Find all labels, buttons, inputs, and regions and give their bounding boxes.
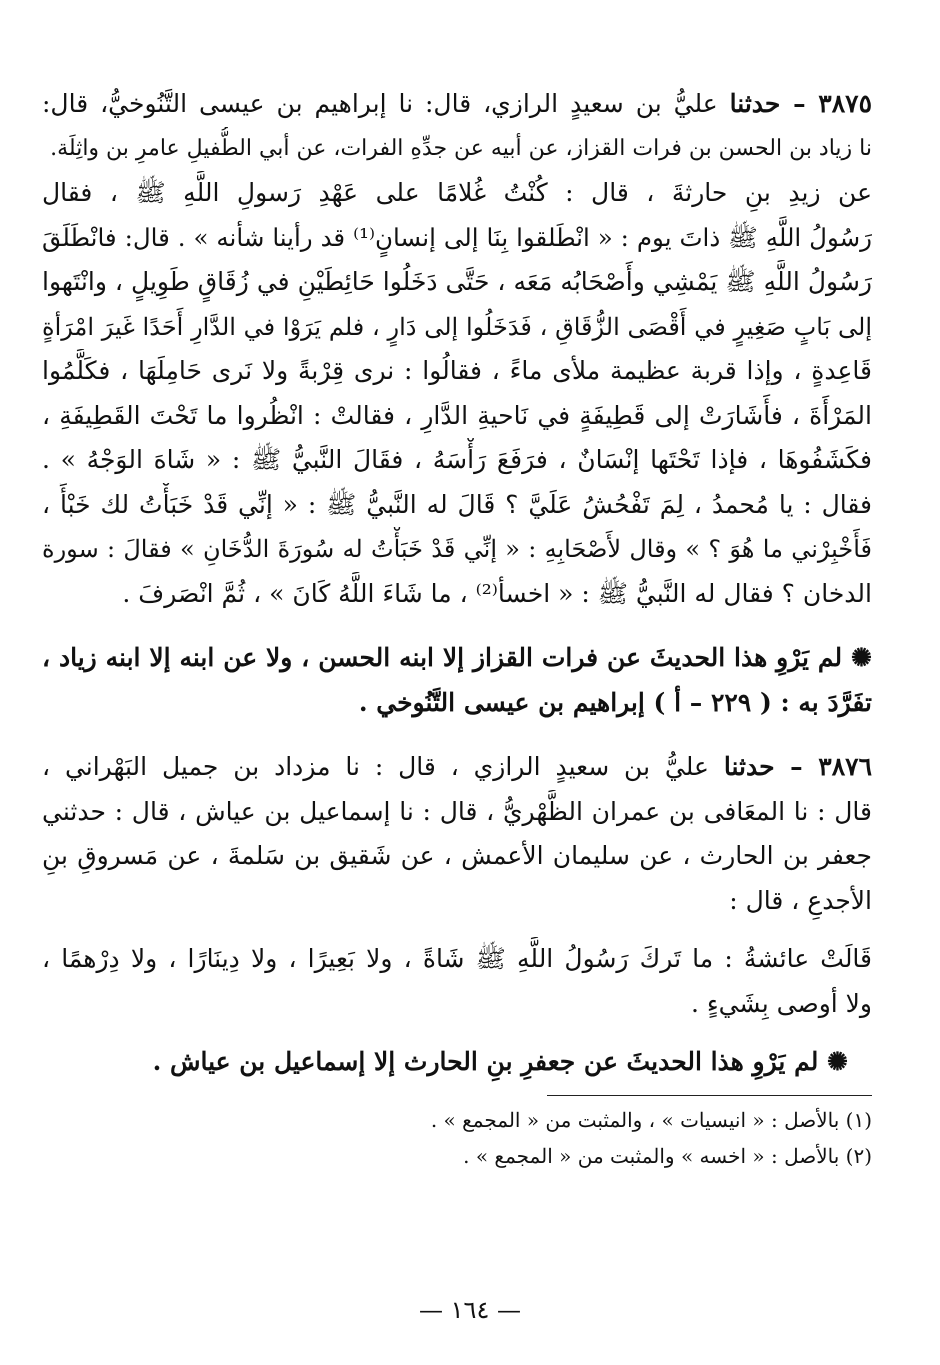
- hadith-3876-line-6: ولا أوصى بِشَيءٍ .: [690, 988, 872, 1018]
- footnote-2: (٢) بالأصل : « اخسه » والمثبت من « المجمع » .: [463, 1143, 872, 1168]
- page-number: — ١٦٤ —: [419, 1296, 521, 1324]
- hadith-3875-line-11: فَأَخْبِرْني ما هُوَ ؟ » وقال لأَصْحَابِهِ : « إنِّي قَدْ خَبَأْتُ له سُورَةَ الدُّخَانِ » فقالَ : سورة: [42, 535, 872, 563]
- note-line: ✺ لم يَرْوِ هذا الحديثَ عن جعفرِ بنِ الحارث إلا إسماعيل بن عياش .: [152, 1047, 848, 1076]
- hadith-3875-line-8: المَرْأَةَ ، فأَشَارَتْ إلى قَطِيفَةٍ في نَاحيةِ الدَّارِ ، فقالتْ : انْظُروا ما تَحْتَ القَطِيفَةِ ،: [42, 400, 872, 430]
- hadith-3875-line-3: عن زيدِ بنِ حارثةَ ، قال : كُنْتُ غُلامًا على عَهْدِ رَسولِ اللَّهِ ﷺ ، فقال: [42, 178, 872, 207]
- hadith-3875-line-7: قَاعِدةٍ ، وإذا قربة عظيمة ملأى ماءً ، فقالُوا : نرى قِرْبةً ولا نَرى حَامِلَهَا ، فكَلَّمُوا: [42, 356, 872, 385]
- hadith-3876-line-3: جعفر بن الحارث ، عن سليمان الأعمش ، عن شَقيق بن سَلمةَ ، عن مَسروقِ بنِ: [42, 841, 872, 870]
- footnotes: [42, 1102, 872, 1174]
- hadith-lead: – حدثنا: [729, 89, 819, 118]
- hadith-3876-line-2: قال : نا المعَافى بن عمران الظَّهْريُّ ، قال : نا إسماعيل بن عياش ، قال : حدثني: [42, 796, 872, 826]
- hadith-3875-line-9: فكَشَفُوهَا ، فإذا تَحْتَها إنْسَانٌ ، فرَفَعَ رَأْسَهُ ، فقَالَ النَّبيُّ ﷺ : « شَاهَ الوَجْهُ » .: [42, 445, 872, 474]
- hadith-3875-line-1: [42, 82, 872, 127]
- hadith-isnad: عليُّ بن سعيدٍ الرازي ، قال : نا مزداد بن جميل البَهْراني ،: [42, 752, 724, 781]
- hadith-3875-note: [42, 636, 872, 725]
- hadith-3876: [42, 745, 872, 1026]
- hadith-3875-line-12: الدخان ؟ فقال له النَّبيُّ ﷺ : « اخسأ⁽²⁾ ، ما شَاءَ اللَّهُ كَانَ » ، ثُمَّ انْصَرفَ .: [122, 578, 872, 608]
- hadith-isnad: عليُّ بن سعيدٍ الرازي، قال: نا إبراهيم بن عيسى التَّنُوخيُّ، قال:: [42, 89, 730, 118]
- hadith-number: ٣٨٧٥: [818, 89, 872, 118]
- hadith-3875-line-5: رَسُولُ اللَّهِ ﷺ يَمْشِي وأَصْحَابُه مَعَه ، حَتَّى دَخَلُوا حَائِطَيْنِ في زُقَاقٍ طَوِيلٍ ، وانْتَهوا: [42, 267, 872, 296]
- note-line-2: تفَرَّدَ به : ( ٢٢٩ – أ ) إبراهيم بن عيسى التَّنُوخي .: [358, 687, 872, 717]
- hadith-3875: [42, 82, 872, 616]
- footnote-divider: [547, 1095, 872, 1096]
- hadith-3876-note: [42, 1040, 872, 1085]
- hadith-3875-line-10: فقال : يا مُحمدُ ، لِمَ تَفْحُشُ عَلَيَّ ؟ قَالَ له النَّبيُّ ﷺ : « إنِّي قَدْ خَبَأْتُ لك خَبْأً ،: [42, 489, 872, 519]
- hadith-lead: – حدثنا: [723, 752, 819, 781]
- hadith-3876-line-1: [42, 745, 872, 790]
- footnote-1: (١) بالأصل : « انيسيات » ، والمثبت من « المجمع » .: [430, 1107, 872, 1132]
- hadith-3875-line-2: نا زياد بن الحسن بن فرات القزاز، عن أبيه عن جدِّهِ الفرات، عن أبي الطُّفيلِ عامرِ بن واثِلَة.: [50, 135, 872, 161]
- hadith-3875-line-4: رَسُولُ اللَّهِ ﷺ ذاتَ يوم : « انْطَلقوا بِنَا إلى إنسانٍ⁽¹⁾ قد رأينا شأنه » . قال: فانْطَلَقَ: [42, 222, 872, 252]
- hadith-3876-line-5: قَالَتْ عائشةُ : ما تَركَ رَسُولُ اللَّهِ ﷺ شَاةً ، ولا بَعِيرًا ، ولا دِينَارًا ، ولا دِرْهمًا ،: [42, 944, 872, 973]
- hadith-3876-line-4: الأجدعِ ، قال :: [729, 885, 872, 915]
- hadith-number: ٣٨٧٦: [818, 752, 872, 781]
- hadith-3875-line-6: إلى بَابٍ صَغِيرٍ في أَقْصَى الزُّقَاقِ ، فَدَخَلُوا إلى دَارٍ ، فلم يَرَوْا في الدَّارِ أَحَدًا غَيرَ امْرَأةٍ: [42, 312, 872, 341]
- note-line-1: ✺ لم يَرْوِ هذا الحديثَ عن فرات القزاز إلا ابنه الحسن ، ولا عن ابنه إلا ابنه زياد ،: [42, 643, 872, 672]
